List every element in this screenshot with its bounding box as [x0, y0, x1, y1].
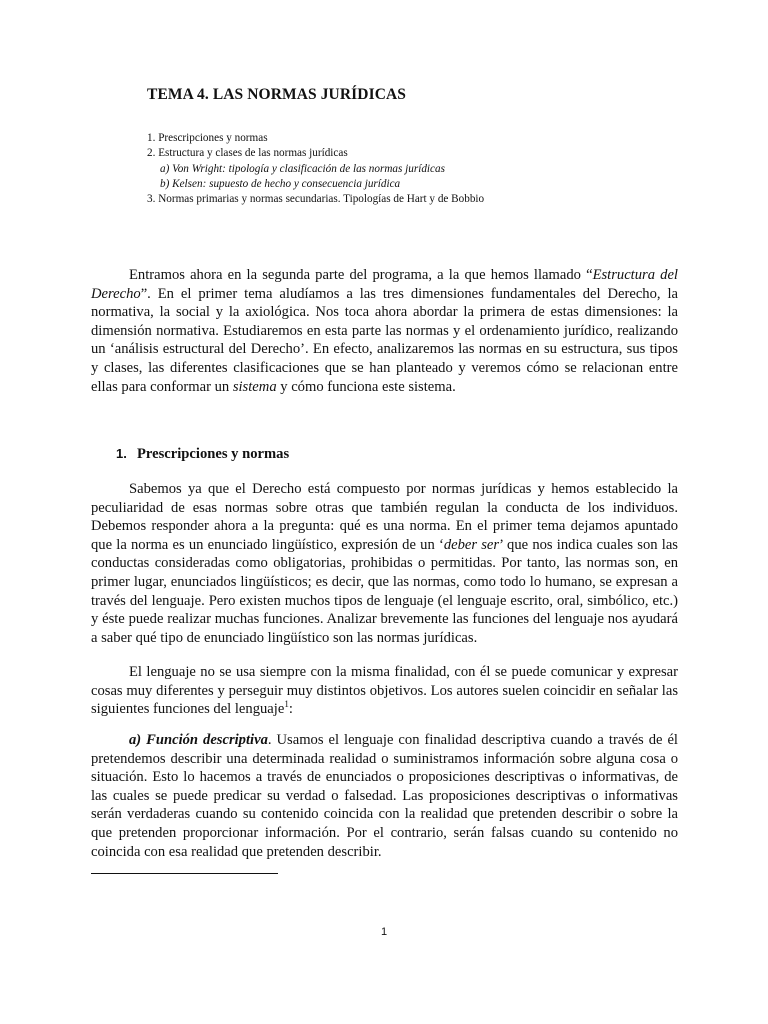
- toc-item: 2. Estructura y clases de las normas jurídicas: [147, 147, 348, 160]
- body-paragraph: [91, 480, 678, 647]
- section-title: Prescripciones y normas: [137, 446, 290, 462]
- toc-item: 3. Normas primarias y normas secundarias. Tipologías de Hart y de Bobbio: [147, 193, 485, 206]
- section-number: 1.: [116, 446, 127, 461]
- body-paragraph: [91, 731, 678, 861]
- paragraph-text: Sabemos ya que el Derecho está compuesto por normas jurídicas y hemos establecido la peculiaridad de esas normas sobre otras que también regulan la conducta de los individuos. Debemos responder ahora a la pregunta: qué es una norma. En el primer tema dejamos apuntado que la norma es un enunciado lingüístico, expresión de un ‘: [91, 481, 678, 553]
- paragraph-text: ’ que nos indica cuales son las conductas consideradas como obligatorias, prohibidas o permitidas. Por tanto, las normas son, en primer lugar, enunciados lingüísticos; es decir, que las normas, como todo lo humano, se expresan a través del lenguaje. Pero existen muchos tipos de lenguaje (el lenguaje escrito, oral, simbólico, etc.) y éste puede realizar muchas funciones. Analizar brevemente las funciones del lenguaje nos ayudará a saber qué tipo de enunciado lingüístico son las normas jurídicas.: [91, 536, 678, 646]
- toc-subitem: b) Kelsen: supuesto de hecho y consecuencia jurídica: [160, 177, 401, 190]
- intro-text: y cómo funciona este sistema.: [276, 378, 456, 395]
- body-paragraph: [91, 663, 678, 719]
- intro-text: Entramos ahora en la segunda parte del programa, a la que hemos llamado “: [129, 267, 593, 283]
- intro-paragraph: [91, 266, 678, 396]
- paragraph-emphasis: deber ser: [443, 536, 500, 553]
- paragraph-text: . Usamos el lenguaje con finalidad descriptiva cuando a través de él pretendemos describir una determinada realidad o suministramos información sobre alguna cosa o situación. Esto lo hacemos a través de enunciados o proposiciones descriptivas o informativas, de las cuales se puede predicar su verdad o falsedad. Las proposiciones descriptivas o informativas serán verdaderas cuando su contenido coincida con la realidad que pretenden describir o sobre la que pretenden proporcionar información. Por el contrario, serán falsas cuando su contenido no coincida con esa realidad que pretenden describir.: [91, 732, 678, 860]
- intro-emphasis: sistema: [232, 378, 277, 395]
- footnote-reference[interactable]: 1: [284, 699, 289, 710]
- page-title: TEMA 4. LAS NORMAS JURÍDICAS: [147, 86, 407, 103]
- table-of-contents: [147, 131, 484, 207]
- intro-text: ”. En el primer tema aludíamos a las tres dimensiones fundamentales del Derecho, la normativa, la social y la axiológica. Nos toca ahora abordar la primera de estas dimensiones: la dimensión normativa. Estudiaremos en esta parte las normas y el ordenamiento jurídico, realizando un ‘análisis estructural del Derecho’. En efecto, analizaremos las normas en su estructura, sus tipos y clases, las diferentes clasificaciones que se han planteado y veremos cómo se relacionan entre ellas para conformar un: [91, 285, 678, 395]
- paragraph-lead: a) Función descriptiva: [129, 732, 268, 748]
- intro-emphasis: Estructura del Derecho: [91, 267, 678, 302]
- toc-item: 1. Prescripciones y normas: [147, 132, 268, 144]
- paragraph-text: :: [288, 701, 293, 718]
- section-heading: [116, 446, 289, 463]
- footnote-divider: [91, 873, 278, 874]
- page-number: 1: [380, 926, 388, 938]
- toc-subitem: a) Von Wright: tipología y clasificación de las normas jurídicas: [160, 162, 445, 175]
- paragraph-text: El lenguaje no se usa siempre con la misma finalidad, con él se puede comunicar y expresar cosas muy diferentes y perseguir muy distintos objetivos. Los autores suelen coincidir en señalar las siguientes funciones del lenguaje: [91, 664, 678, 718]
